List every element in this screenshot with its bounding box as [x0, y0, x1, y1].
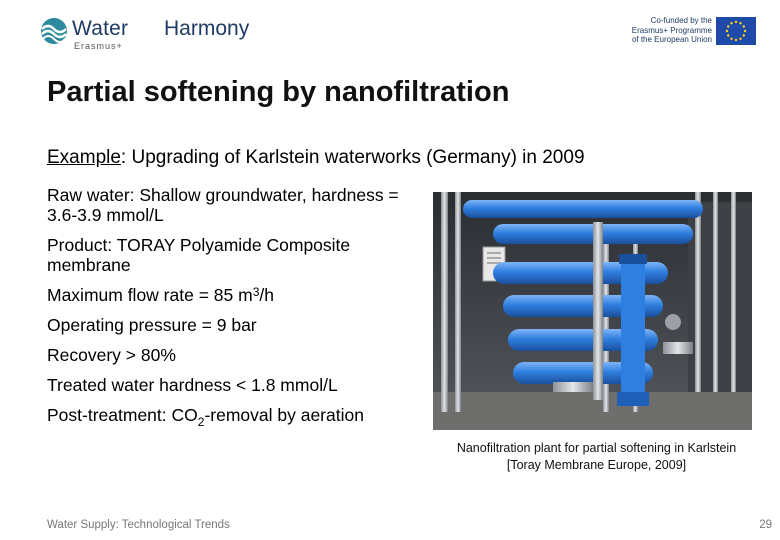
spec-list: [47, 185, 427, 435]
eu-text-line: Erasmus+ Programme: [631, 25, 712, 35]
eu-cofunded-text: [620, 16, 712, 45]
eu-text-line: Co-funded by the: [650, 16, 712, 25]
eu-cofunded-badge: [620, 16, 760, 46]
post-treatment-text: Post-treatment: CO: [47, 405, 198, 425]
logo-word-water: Water: [72, 17, 129, 40]
logo-subtitle: Erasmus+: [74, 41, 123, 51]
flow-rate-unit: /h: [259, 285, 274, 305]
example-line: [47, 147, 585, 169]
raw-water-item: Raw water: Shallow groundwater, hardness = 3.6-3.9 mmol/L: [47, 185, 399, 225]
nanofiltration-plant-photo: [433, 192, 752, 430]
pressure-item: Operating pressure = 9 bar: [47, 315, 257, 335]
flow-rate-item: [47, 285, 427, 305]
post-treatment-rest: -removal by aeration: [204, 405, 364, 425]
flow-rate-text: Maximum flow rate = 85 m: [47, 285, 253, 305]
example-text: : Upgrading of Karlstein waterworks (Germany) in 2009: [120, 147, 585, 168]
logo-word-harmony: Harmony: [164, 17, 250, 40]
slide-title: Partial softening by nanofiltration: [47, 76, 510, 108]
post-treatment-item: [47, 405, 427, 429]
water-drop-icon: [40, 17, 68, 45]
recovery-item: Recovery > 80%: [47, 345, 176, 365]
eu-text-line: of the European Union: [631, 35, 712, 44]
example-label: Example: [47, 147, 121, 168]
caption-line: Nanofiltration plant for partial softening in Karlstein: [456, 441, 737, 455]
page-number: 29: [759, 519, 772, 531]
product-item: Product: TORAY Polyamide Composite membrane: [47, 235, 351, 275]
eu-flag-icon: [716, 17, 756, 45]
plant-illustration: [433, 192, 752, 430]
footer-course-title: Water Supply: Technological Trends: [47, 519, 230, 531]
photo-caption: [433, 440, 760, 474]
caption-source: [Toray Membrane Europe, 2009]: [506, 458, 687, 472]
flow-rate-superscript: 3: [252, 285, 260, 299]
hardness-item: Treated water hardness < 1.8 mmol/L: [47, 375, 338, 395]
post-treatment-subscript: 2: [197, 415, 205, 429]
water-harmony-logo: [40, 15, 250, 51]
